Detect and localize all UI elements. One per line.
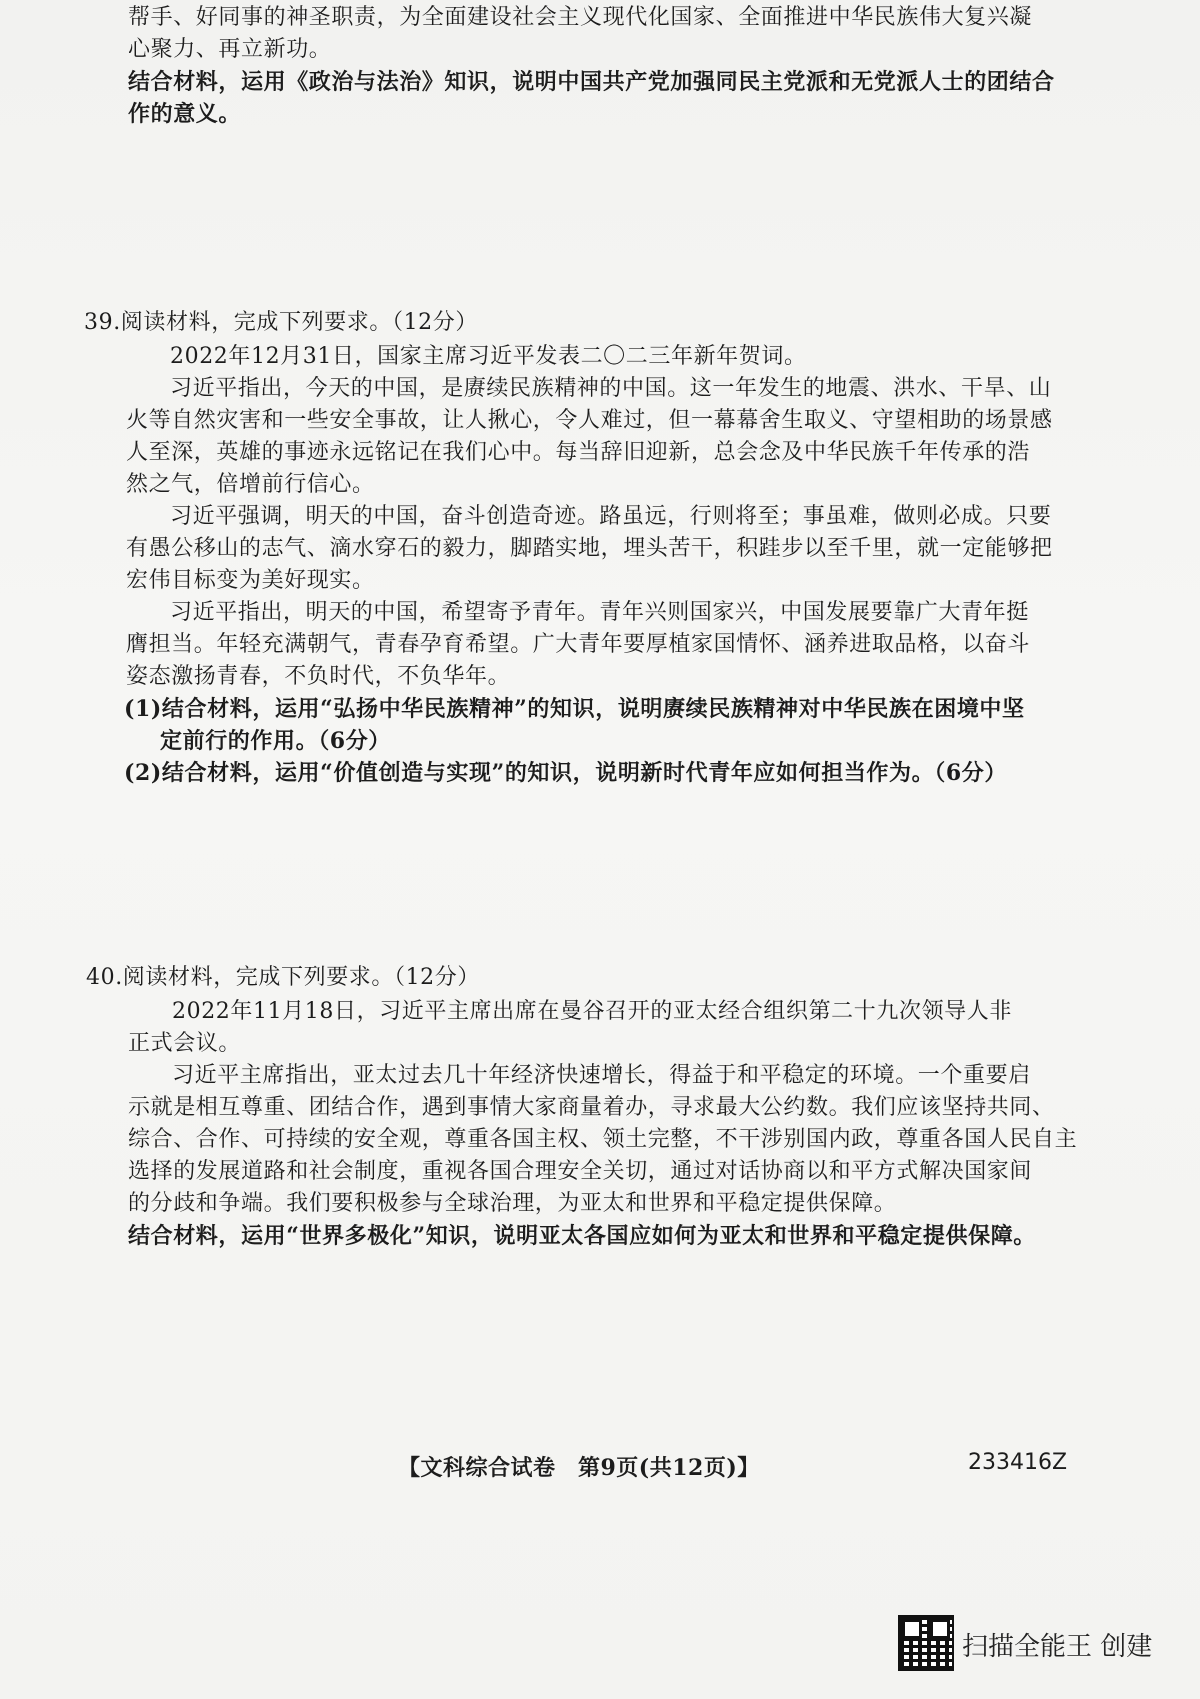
q39-material-line: 然之气，倍增前行信心。 (126, 472, 375, 497)
q40-material-line: 正式会议。 (128, 1031, 242, 1056)
q39-subquestion-2: (2)结合材料，运用“价值创造与实现”的知识，说明新时代青年应如何担当作为。（6分） (124, 760, 1007, 786)
q38-material-line: 帮手、好同事的神圣职责，为全面建设社会主义现代化国家、全面推进中华民族伟大复兴凝 (128, 5, 1033, 30)
q38-material-line: 心聚力、再立新功。 (128, 37, 332, 62)
q39-material-line: 火等自然灾害和一些安全事故，让人揪心，令人难过，但一幕幕舍生取义、守望相助的场景感 (126, 408, 1053, 433)
q39-material-line: 姿态激扬青春，不负时代，不负华年。 (126, 664, 511, 689)
q40-material-line: 选择的发展道路和社会制度，重视各国合理安全关切，通过对话协商以和平方式解决国家间 (128, 1159, 1033, 1184)
q40-material-line: 习近平主席指出，亚太过去几十年经济快速增长，得益于和平稳定的环境。一个重要启 (172, 1063, 1031, 1088)
q39-material-line: 习近平强调，明天的中国，奋斗创造奇迹。路虽远，行则将至；事虽难，做则必成。只要 (170, 504, 1052, 529)
q40-heading: 40.阅读材料，完成下列要求。（12分） (86, 965, 480, 990)
q39-material-line: 宏伟目标变为美好现实。 (126, 568, 375, 593)
exam-code: 233416Z (968, 1450, 1068, 1475)
q39-material-line: 有愚公移山的志气、滴水穿石的毅力，脚踏实地，埋头苦干，积跬步以至千里，就一定能够把 (126, 536, 1053, 561)
q40-material-line: 综合、合作、可持续的安全观，尊重各国主权、领土完整，不干涉别国内政，尊重各国人民自主 (128, 1127, 1078, 1152)
q38-task-line: 作的意义。 (128, 101, 242, 127)
q39-material-line: 膺担当。年轻充满朝气，青春孕育希望。广大青年要厚植家国情怀、涵养进取品格，以奋斗 (126, 632, 1031, 657)
q38-task-line: 结合材料，运用《政治与法治》知识，说明中国共产党加强同民主党派和无党派人士的团结合 (128, 69, 1055, 95)
q40-task-line: 结合材料，运用“世界多极化”知识，说明亚太各国应如何为亚太和世界和平稳定提供保障。 (128, 1223, 1036, 1249)
q39-subquestion-1: 定前行的作用。（6分） (160, 728, 391, 754)
q39-material-line: 2022年12月31日，国家主席习近平发表二〇二三年新年贺词。 (170, 344, 807, 369)
q40-material-line: 示就是相互尊重、团结合作，遇到事情大家商量着办，寻求最大公约数。我们应该坚持共同、 (128, 1095, 1055, 1120)
q39-heading: 39.阅读材料，完成下列要求。（12分） (84, 310, 478, 335)
q39-material-line: 习近平指出，今天的中国，是赓续民族精神的中国。这一年发生的地震、洪水、干旱、山 (170, 376, 1052, 401)
q40-material-line: 2022年11月18日，习近平主席出席在曼谷召开的亚太经合组织第二十九次领导人非 (172, 999, 1012, 1024)
q39-material-line: 习近平指出，明天的中国，希望寄予青年。青年兴则国家兴，中国发展要靠广大青年挺 (170, 600, 1029, 625)
q39-subquestion-1: (1)结合材料，运用“弘扬中华民族精神”的知识，说明赓续民族精神对中华民族在困境中坚 (124, 696, 1025, 722)
page-footer: 【文科综合试卷 第9页(共12页)】 (398, 1455, 760, 1481)
q40-material-line: 的分歧和争端。我们要积极参与全球治理，为亚太和世界和平稳定提供保障。 (128, 1191, 897, 1216)
qr-code-icon (898, 1615, 954, 1671)
q39-material-line: 人至深，英雄的事迹永远铭记在我们心中。每当辞旧迎新，总会念及中华民族千年传承的浩 (126, 440, 1031, 465)
scanner-watermark: 扫描全能王 创建 (962, 1632, 1153, 1662)
